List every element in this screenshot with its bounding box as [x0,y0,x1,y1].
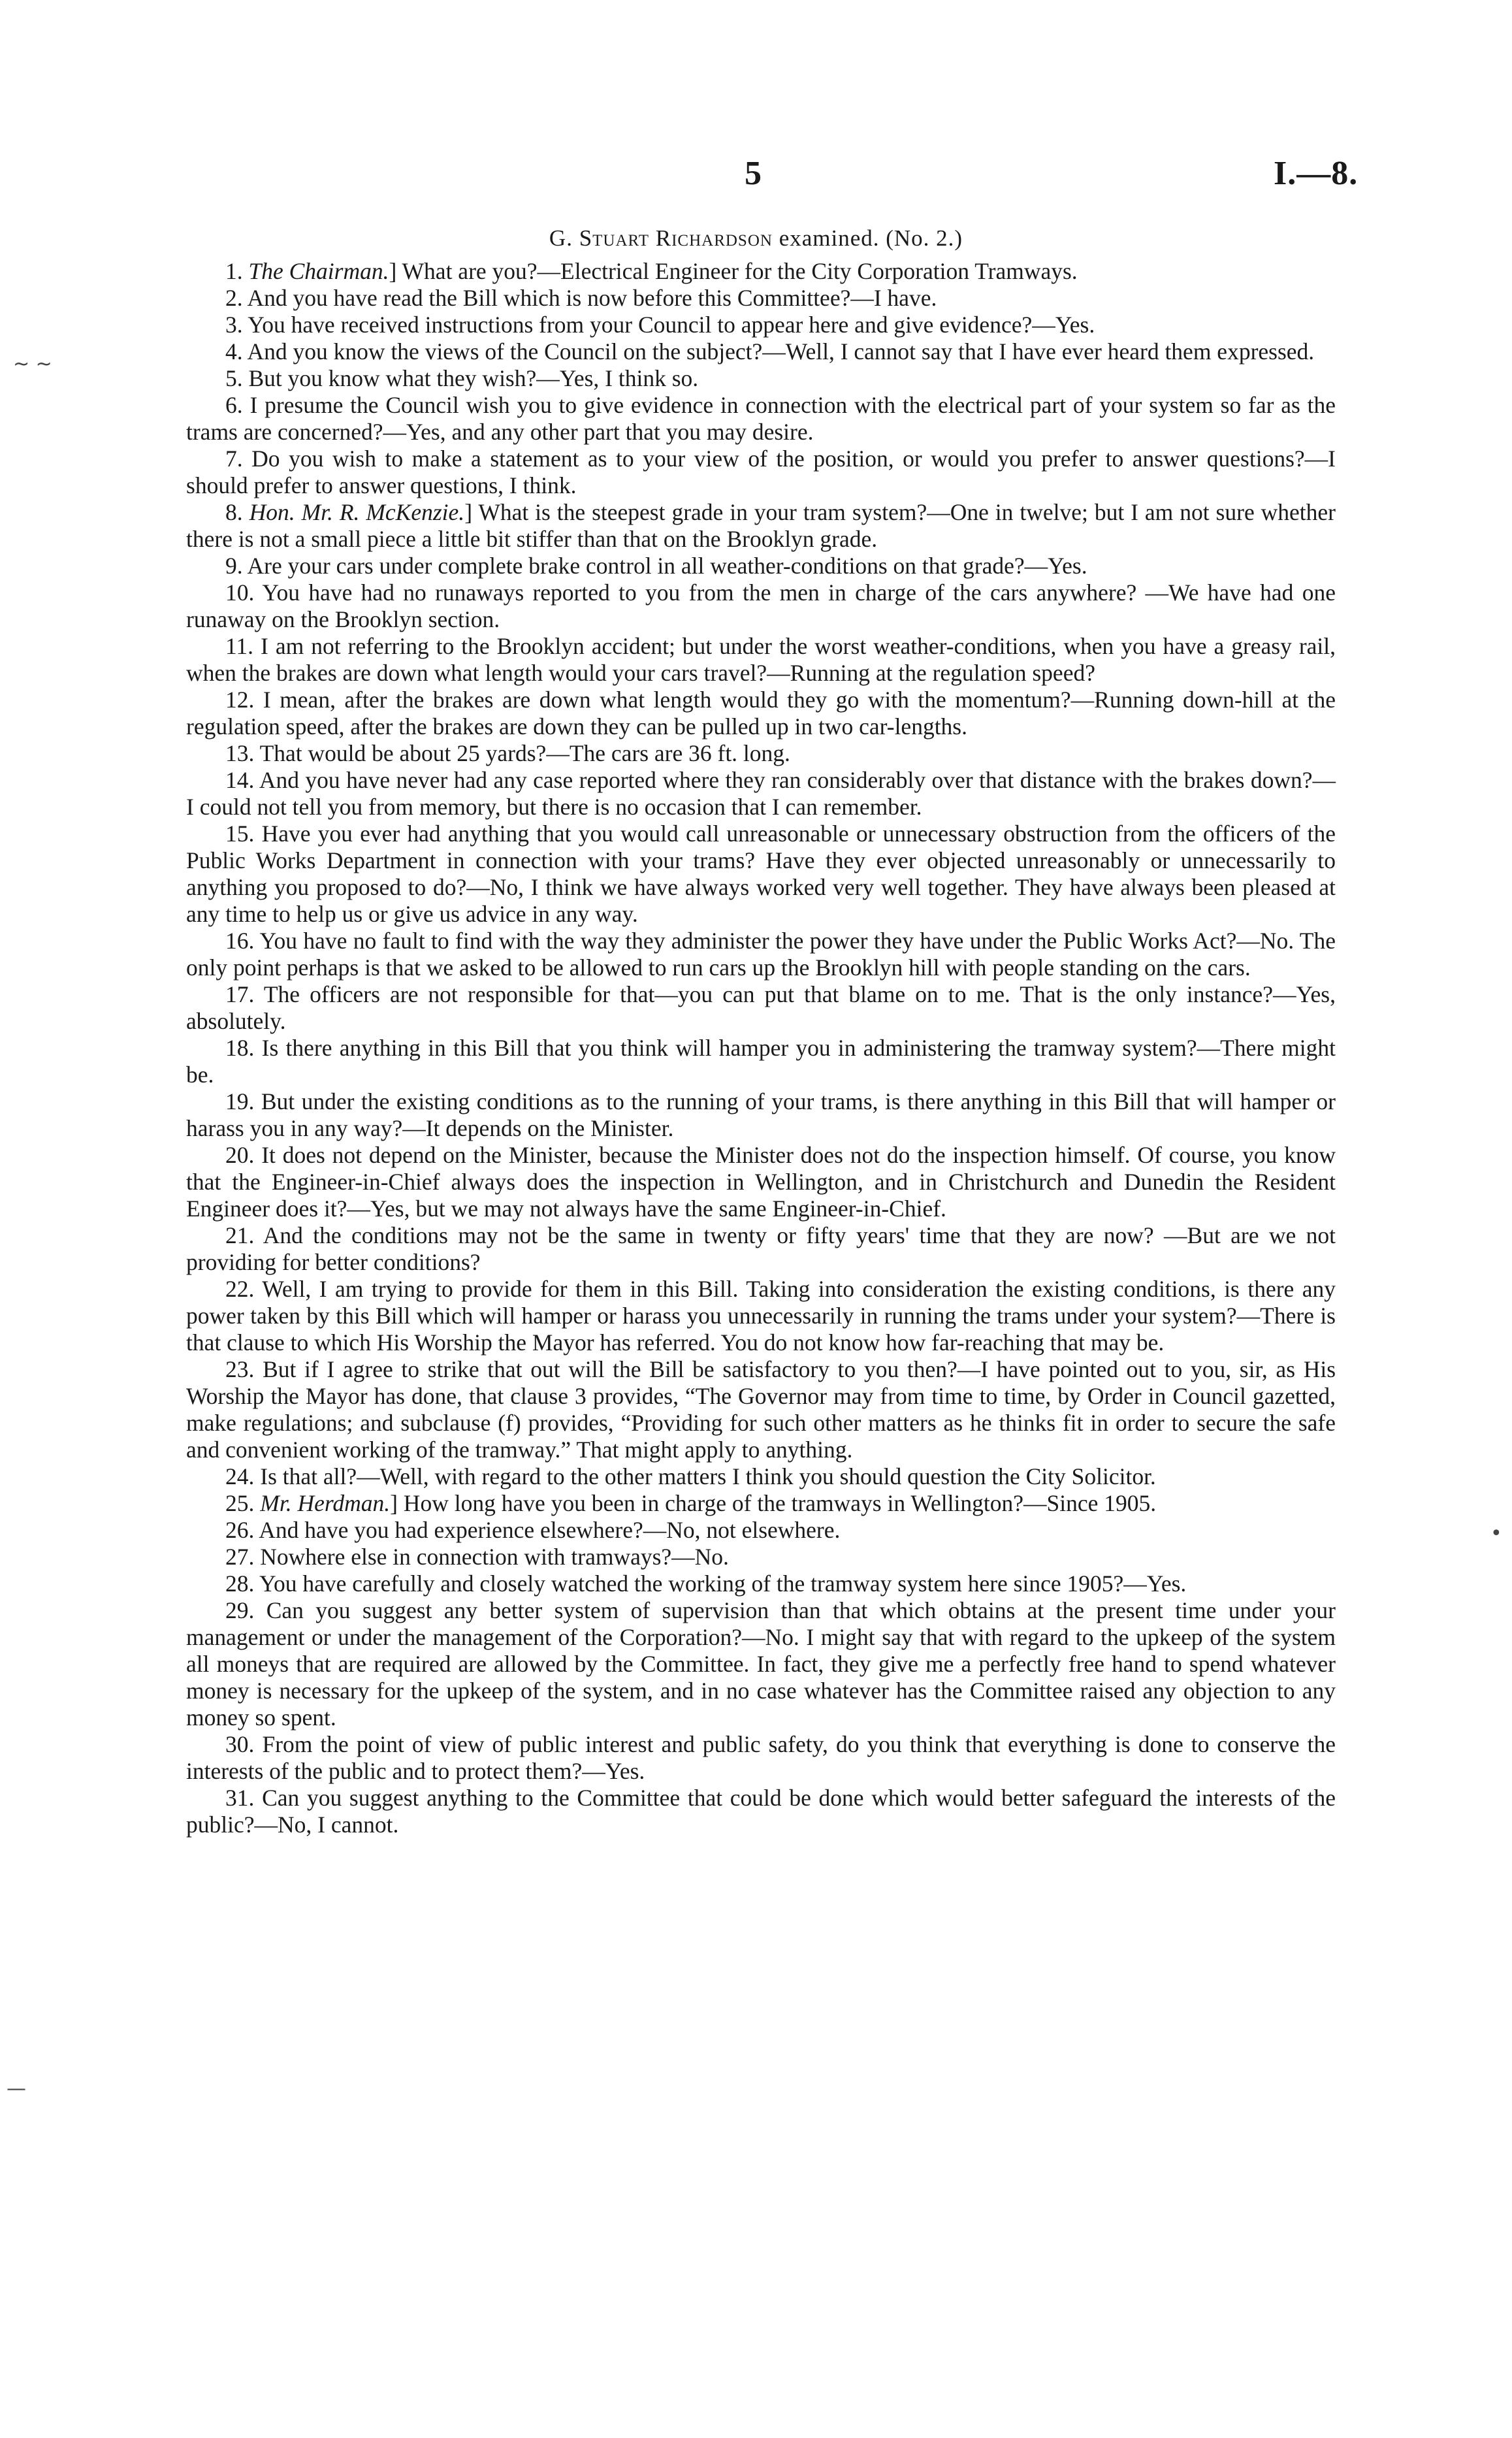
qa-paragraph [186,392,1336,446]
qa-text: Are your cars under complete brake control in all weather-conditions on that grade?—Yes. [247,553,1087,579]
heading-rest: examined. (No. 2.) [779,225,963,251]
qa-paragraph [186,928,1336,981]
margin-mark: — [7,2077,26,2100]
question-number: 26. [225,1517,259,1543]
qa-paragraph [186,633,1336,687]
qa-text: And you have read the Bill which is now before this Committee?—I have. [247,285,937,311]
question-number: 8. [225,499,249,525]
margin-mark: • [1490,1522,1502,1545]
qa-paragraph [186,740,1336,767]
question-number: 30. [225,1731,263,1757]
qa-text: Well, I am trying to provide for them in this Bill. Taking into consideration the existing conditions, is there any power taken by this Bill which will hamper or harass you unnecessarily in running the trams under your system?—There is that clause to which His Worship the Mayor has referred. You do not know how far-reaching that may be. [186,1276,1336,1356]
question-number: 23. [225,1356,263,1382]
question-number: 6. [225,392,250,418]
qa-text: You have had no runaways reported to you from the men in charge of the cars anywhere? —We have had one runaway on the Brooklyn section. [186,579,1336,632]
qa-text: Do you wish to make a statement as to your view of the position, or would you prefer to answer questions?—I should prefer to answer questions, I think. [186,446,1336,498]
question-number: 18. [225,1035,262,1061]
qa-paragraph [186,1785,1336,1838]
qa-paragraph [186,1597,1336,1731]
speaker-name: Hon. Mr. R. McKenzie. [249,499,465,525]
question-number: 28. [225,1570,259,1597]
qa-paragraph [186,365,1336,392]
question-number: 24. [225,1463,261,1489]
qa-paragraph [186,1276,1336,1356]
document-reference: I.—8. [1274,155,1359,192]
question-number: 5. [225,365,249,391]
question-number: 14. [225,767,259,793]
question-number: 21. [225,1222,263,1248]
question-number: 22. [225,1276,263,1302]
question-number: 13. [225,740,260,766]
qa-paragraph [186,767,1336,821]
qa-text: And the conditions may not be the same in twenty or fifty years' time that they are now? —But are we not providing for better conditions? [186,1222,1336,1275]
qa-text: You have carefully and closely watched the working of the tramway system here since 1905?—Yes. [259,1570,1187,1597]
qa-text: But under the existing conditions as to the running of your trams, is there anything in this Bill that will hamper or harass you in any way?—It depends on the Minister. [186,1088,1336,1141]
speaker-name: The Chairman. [248,258,389,284]
qa-paragraph [186,1490,1336,1517]
question-number: 16. [225,928,260,954]
question-number: 9. [225,553,248,579]
qa-paragraph [186,821,1336,928]
question-number: 31. [225,1785,263,1811]
question-number: 12. [225,687,263,713]
qa-paragraph [186,1570,1336,1597]
qa-paragraph [186,1731,1336,1785]
qa-paragraph [186,1356,1336,1463]
qa-paragraph [186,981,1336,1035]
qa-text: But if I agree to strike that out will the Bill be satisfactory to you then?—I have pointed out to you, sir, as His Worship the Mayor has done, that clause 3 provides, “The Governor may from time to time, by Order in Council gazetted, make regulations; and subclause (f) provides, “Providing for such other matters as he thinks fit in order to secure the safe and convenient working of the tramway.” That might apply to anything. [186,1356,1336,1463]
question-number: 27. [225,1544,261,1570]
qa-paragraph [186,687,1336,740]
qa-text: I presume the Council wish you to give evidence in connection with the electrical part of your system so far as the trams are concerned?—Yes, and any other part that you may desire. [186,392,1336,445]
qa-text: ] What are you?—Electrical Engineer for the City Corporation Tramways. [389,258,1078,284]
question-number: 1. [225,258,249,284]
question-number: 4. [225,338,248,365]
margin-mark: ~ ~ [13,353,52,376]
qa-paragraph [186,1222,1336,1276]
qa-text: Is there anything in this Bill that you think will hamper you in administering the tramway system?—There might be. [186,1035,1336,1088]
qa-text: And you have never had any case reported where they ran considerably over that distance with the brakes down?—I could not tell you from memory, but there is no occasion that I can remember. [186,767,1336,820]
witness-name: G. Stuart Richardson [549,225,773,251]
question-number: 25. [225,1490,261,1516]
qa-paragraph [186,338,1336,365]
qa-paragraph [186,1463,1336,1490]
qa-text: I am not referring to the Brooklyn accident; but under the worst weather-conditions, when you have a greasy rail, when the brakes are down what length would your cars travel?—Running at the regulation speed? [186,633,1336,686]
qa-text: And have you had experience elsewhere?—No, not elsewhere. [259,1517,841,1543]
question-number: 19. [225,1088,261,1114]
qa-paragraph [186,1035,1336,1088]
question-number: 3. [225,312,248,338]
page-number: 5 [745,155,762,192]
qa-text: Have you ever had anything that you would call unreasonable or unnecessary obstruction from the officers of the Public Works Department in connection with your trams? Have they ever objected unreasonably or unnecessarily to anything you proposed to do?—No, I think we have always worked very well together. They have always been pleased at any time to help us or give us advice in any way. [186,821,1336,927]
qa-paragraph [186,258,1336,285]
qa-text: And you know the views of the Council on the subject?—Well, I cannot say that I have ever heard them expressed. [247,338,1315,365]
qa-paragraph [186,446,1336,499]
question-number: 17. [225,981,264,1007]
qa-text: I mean, after the brakes are down what length would they go with the momentum?—Running down-hill at the regulation speed, after the brakes are down they can be pulled up in two car-lengths. [186,687,1336,740]
qa-text: That would be about 25 yards?—The cars are 36 ft. long. [259,740,790,766]
question-number: 10. [225,579,263,606]
qa-text: Can you suggest any better system of supervision than that which obtains at the present time under your management or under the management of the Corporation?—No. I might say that with regard to the upkeep of the system all moneys that are required are allowed by the Committee. In fact, they give me a perfectly free hand to spend whatever money is necessary for the upkeep of the system, and in no case whatever has the Committee raised any objection to any money so spent. [186,1597,1336,1731]
qa-text: But you know what they wish?—Yes, I think so. [248,365,699,391]
examination-body [186,258,1336,1838]
question-number: 29. [225,1597,266,1623]
qa-text: Can you suggest anything to the Committee that could be done which would better safeguard the interests of the public?—No, I cannot. [186,1785,1336,1838]
qa-text: Nowhere else in connection with tramways?—No. [260,1544,729,1570]
qa-paragraph [186,1544,1336,1570]
qa-text: The officers are not responsible for that—you can put that blame on to me. That is the only instance?—Yes, absolutely. [186,981,1336,1034]
qa-text: ] What is the steepest grade in your tram system?—One in twelve; but I am not sure whether there is not a small piece a little bit stiffer than that on the Brooklyn grade. [186,499,1336,552]
section-heading [0,225,1512,252]
qa-paragraph [186,579,1336,633]
qa-paragraph [186,312,1336,338]
qa-paragraph [186,553,1336,579]
qa-text: From the point of view of public interest and public safety, do you think that everything is done to conserve the interests of the public and to protect them?—Yes. [186,1731,1336,1784]
question-number: 11. [225,633,261,659]
question-number: 20. [225,1142,262,1168]
qa-text: ] How long have you been in charge of the tramways in Wellington?—Since 1905. [390,1490,1157,1516]
qa-paragraph [186,1088,1336,1142]
question-number: 2. [225,285,248,311]
qa-paragraph [186,499,1336,553]
qa-text: You have no fault to find with the way they administer the power they have under the Public Works Act?—No. The only point perhaps is that we asked to be allowed to run cars up the Brooklyn hill with people standing on the cars. [186,928,1336,981]
qa-text: Is that all?—Well, with regard to the other matters I think you should question the City Solicitor. [260,1463,1156,1489]
question-number: 7. [225,446,252,472]
speaker-name: Mr. Herdman. [260,1490,391,1516]
qa-paragraph [186,1142,1336,1222]
qa-text: You have received instructions from your Council to appear here and give evidence?—Yes. [248,312,1095,338]
question-number: 15. [225,821,262,847]
qa-text: It does not depend on the Minister, because the Minister does not do the inspection himself. Of course, you know that the Engineer-in-Chief always does the inspection in Wellington, and in Christchurch and Dunedin the Resident Engineer does it?—Yes, but we may not always have the same Engineer-in-Chief. [186,1142,1336,1222]
qa-paragraph [186,285,1336,312]
qa-paragraph [186,1517,1336,1544]
